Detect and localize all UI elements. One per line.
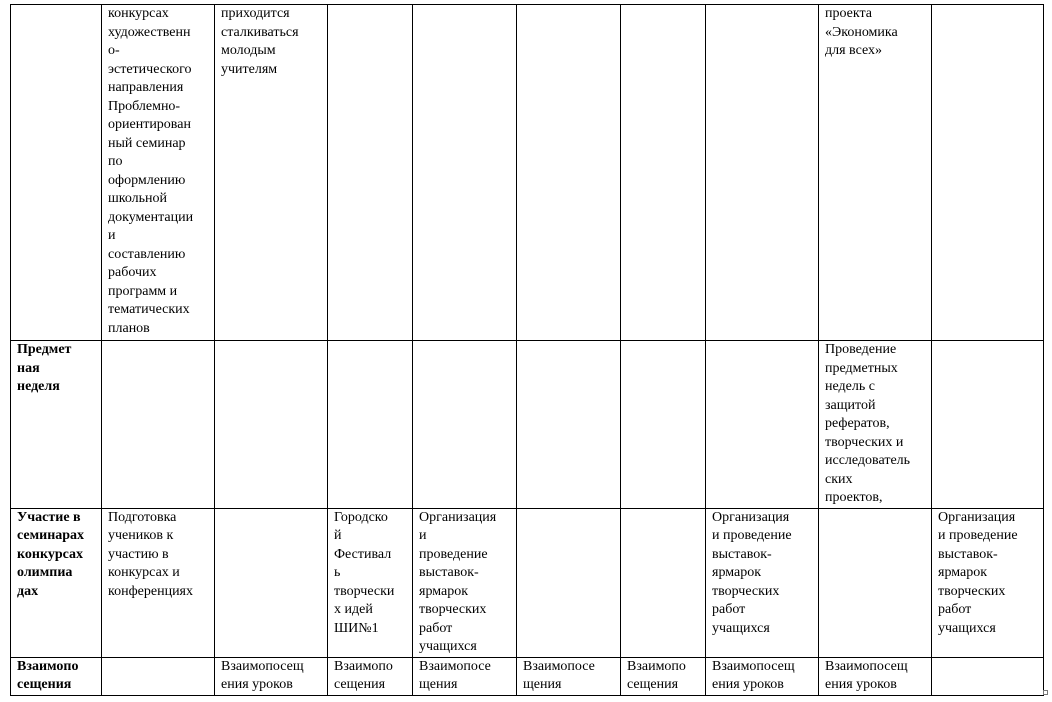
table-cell: Организация и проведение выставок- ярмарок творческих работ учащихся [413,508,517,657]
table-cell [932,657,1044,695]
row-header-cell: Взаимопо сещения [11,657,102,695]
table-row [11,657,1044,695]
table-cell [215,508,328,657]
table-cell [517,341,621,509]
row-header-cell [11,5,102,341]
table-cell [706,341,819,509]
table-row [11,5,1044,341]
table-cell: Взаимопосе щения [517,657,621,695]
table-cell: Взаимопо сещения [621,657,706,695]
table-cell [819,508,932,657]
table-cell [102,657,215,695]
table-cell [517,508,621,657]
table-cell [328,5,413,341]
table-cell: приходится сталкиваться молодым учителям [215,5,328,341]
table-row [11,341,1044,509]
table-row [11,508,1044,657]
plan-table [10,4,1044,696]
table-cell [621,508,706,657]
table-cell: Взаимопосещ ения уроков [215,657,328,695]
table-cell: Взаимопо сещения [328,657,413,695]
table-cell: Городско й Фестивал ь творчески х идей ШИ№1 [328,508,413,657]
table-cell: Проведение предметных недель с защитой рефератов, творческих и исследователь ских проектов, [819,341,932,509]
table-cell [102,341,215,509]
table-cell: Организация и проведение выставок- ярмарок творческих работ учащихся [932,508,1044,657]
table-cell [621,341,706,509]
row-header-cell: Участие в семинарах конкурсах олимпиа дах [11,508,102,657]
table-cell [706,5,819,341]
table-cell: Взаимопосе щения [413,657,517,695]
table-cell: проекта «Экономика для всех» [819,5,932,341]
table-cell: Организация и проведение выставок- ярмарок творческих работ учащихся [706,508,819,657]
table-cell [621,5,706,341]
table-cell [932,5,1044,341]
row-header-cell: Предмет ная неделя [11,341,102,509]
table-cell: Взаимопосещ ения уроков [819,657,932,695]
table-cell [328,341,413,509]
table-cell: Подготовка учеников к участию в конкурсах и конференциях [102,508,215,657]
table-resize-handle[interactable] [1043,690,1048,695]
table-cell [413,341,517,509]
table-cell [215,341,328,509]
table-cell [413,5,517,341]
table-cell: конкурсах художественн о- эстетического направления Проблемно- ориентирован ный семинар по оформлению школьной документации и составлению рабочих программ и тематических планов [102,5,215,341]
table-cell: Взаимопосещ ения уроков [706,657,819,695]
table-cell [517,5,621,341]
table-cell [932,341,1044,509]
